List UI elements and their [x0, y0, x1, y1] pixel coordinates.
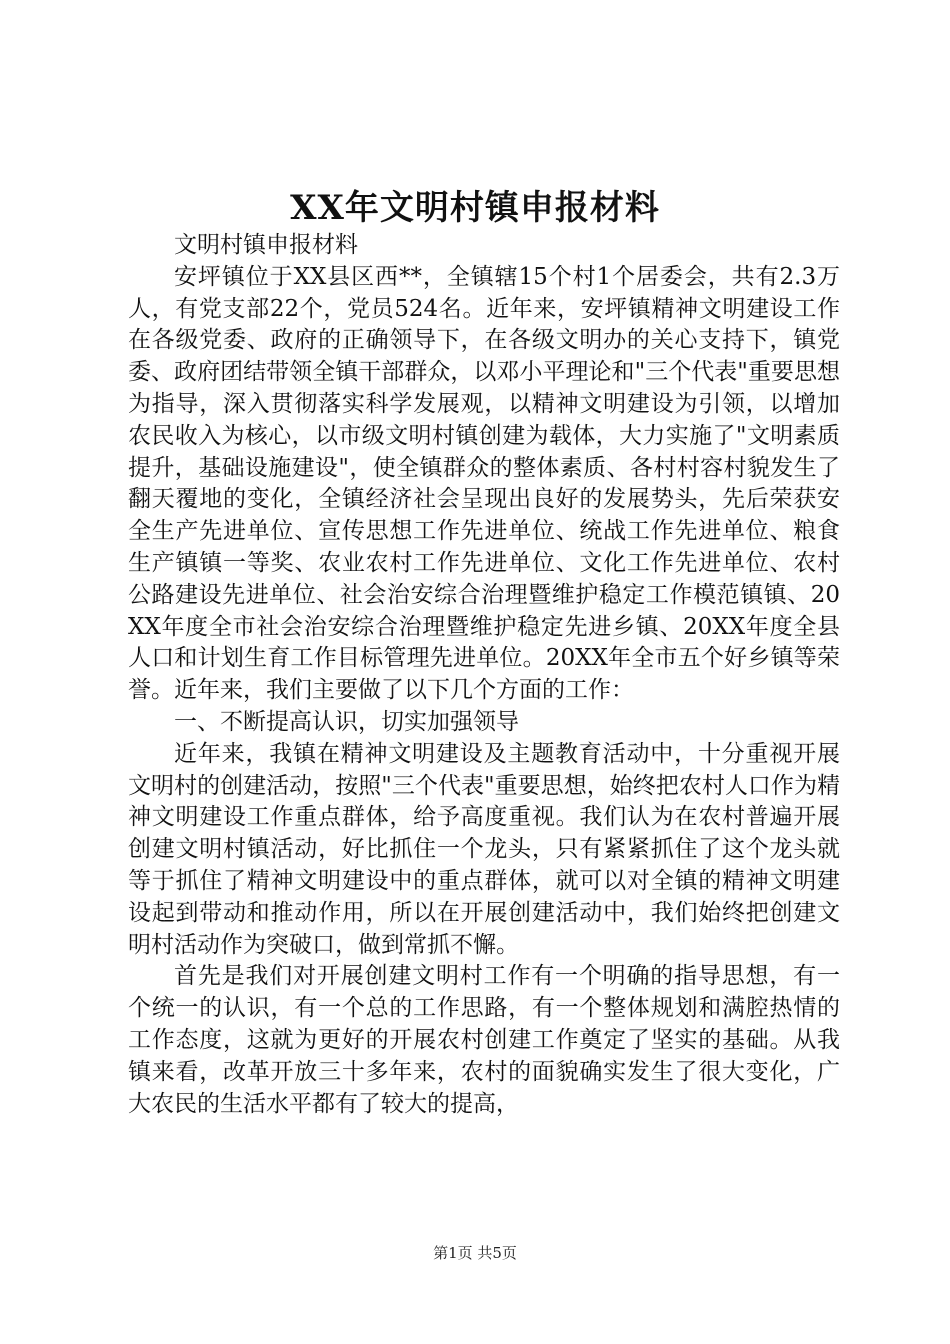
page-number-footer: 第1页 共5页	[433, 1244, 517, 1262]
paragraph-subtitle: 文明村镇申报材料	[174, 232, 358, 258]
document-title: XX年文明村镇申报材料	[290, 188, 660, 228]
paragraph-first-point: 首先是我们对开展创建文明村工作有一个明确的指导思想，有一个统一的认识，有一个总的工作思路，有一个整体规划和满腔热情的工作态度，这就为更好的开展农村创建工作奠定了坚实的基础。从我镇来看，改革开放三十多年来，农村的面貌确实发生了很大变化，广大农民的生活水平都有了较大的提高，	[128, 963, 840, 1117]
document-body	[128, 230, 840, 1120]
paragraph-section-1: 近年来，我镇在精神文明建设及主题教育活动中，十分重视开展文明村的创建活动，按照"三个代表"重要思想，始终把农村人口作为精神文明建设工作重点群体，给予高度重视。我们认为在农村普遍开展创建文明村镇活动，好比抓住一个龙头，只有紧紧抓住了这个龙头就等于抓住了精神文明建设中的重点群体，就可以对全镇的精神文明建设起到带动和推动作用，所以在开展创建活动中，我们始终把创建文明村活动作为突破口，做到常抓不懈。	[128, 740, 840, 958]
paragraph-intro: 安坪镇位于XX县区西**，全镇辖15个村1个居委会，共有2.3万人，有党支部22个，党员524名。近年来，安坪镇精神文明建设工作在各级党委、政府的正确领导下，在各级文明办的关心支持下，镇党委、政府团结带领全镇干部群众，以邓小平理论和"三个代表"重要思想为指导，深入贯彻落实科学发展观，以精神文明建设为引领，以增加农民收入为核心，以市级文明村镇创建为载体，大力实施了"文明素质提升，基础设施建设"，使全镇群众的整体素质、各村村容村貌发生了翻天覆地的变化，全镇经济社会呈现出良好的发展势头，先后荣获安全生产先进单位、宣传思想工作先进单位、统战工作先进单位、粮食生产镇镇一等奖、农业农村工作先进单位、文化工作先进单位、农村公路建设先进单位、社会治安综合治理暨维护稳定工作模范镇镇、20XX年度全市社会治安综合治理暨维护稳定先进乡镇、20XX年度全县人口和计划生育工作目标管理先进单位。20XX年全市五个好乡镇等荣誉。近年来，我们主要做了以下几个方面的工作：	[128, 263, 840, 704]
section-heading-1: 一、不断提高认识，切实加强领导	[174, 708, 519, 735]
